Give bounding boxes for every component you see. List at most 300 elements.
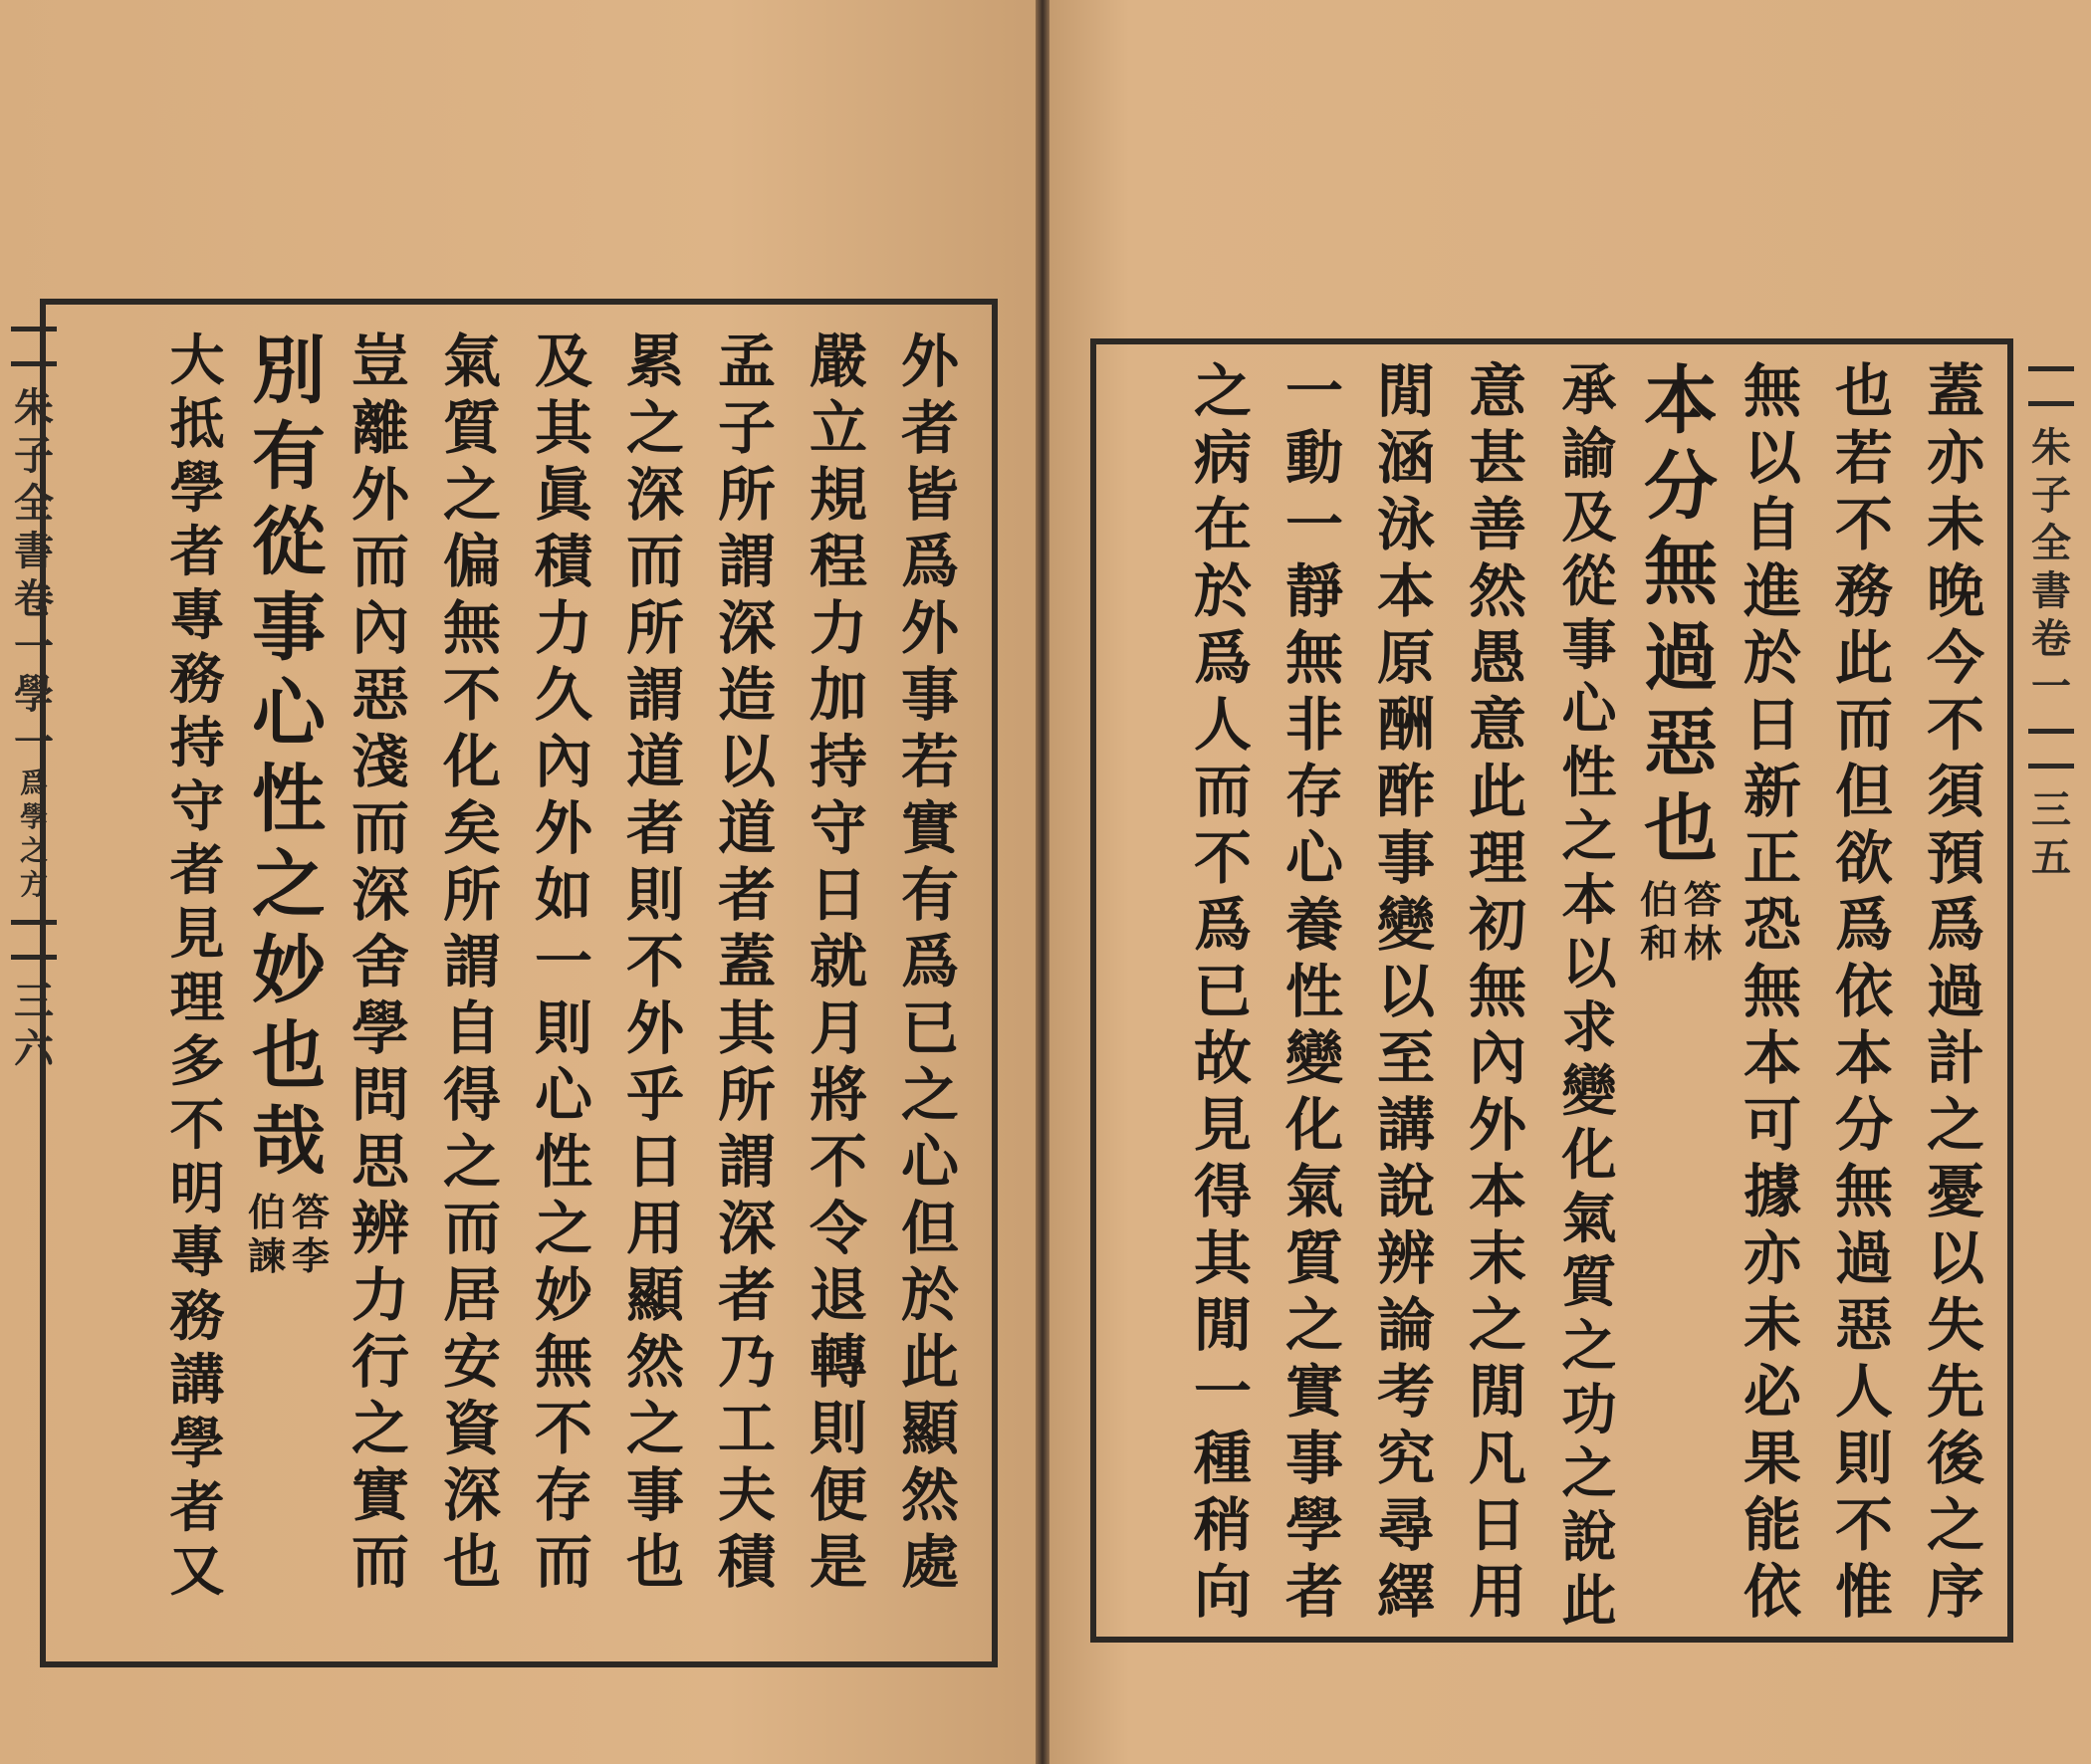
- text-glyph: 事: [1284, 1425, 1343, 1492]
- text-glyph: 心: [252, 671, 326, 757]
- text-glyph: 也: [1644, 786, 1718, 872]
- text-glyph: 力: [809, 594, 867, 662]
- text-column: [1269, 357, 1360, 1626]
- text-glyph: 深: [442, 1461, 501, 1529]
- right-text-body: [1105, 357, 2001, 1633]
- text-glyph: 之: [442, 1128, 501, 1196]
- margin-volume: [14, 575, 54, 671]
- text-glyph: 退: [809, 1261, 867, 1329]
- text-glyph: 承: [1561, 357, 1617, 422]
- text-glyph: 本: [1834, 1024, 1893, 1092]
- text-glyph: 過: [1644, 615, 1718, 701]
- text-glyph: 本: [1644, 358, 1718, 444]
- text-column: [1727, 357, 1818, 1626]
- text-glyph: 得: [442, 1061, 501, 1129]
- text-glyph: 哉: [252, 1099, 326, 1185]
- text-glyph: 已: [900, 994, 959, 1062]
- margin-glyph: 子: [2031, 472, 2071, 519]
- text-glyph: 者: [717, 861, 776, 929]
- text-glyph: 不: [625, 928, 684, 995]
- text-glyph: 變: [1284, 1024, 1343, 1092]
- text-glyph: 以: [1561, 931, 1617, 995]
- text-glyph: 涵: [1376, 424, 1435, 492]
- text-glyph: 學: [169, 455, 225, 520]
- text-glyph: 務: [169, 1283, 225, 1348]
- left-text-body: [60, 329, 976, 1633]
- text-glyph: 爲: [900, 928, 959, 995]
- text-glyph: 說: [1561, 1504, 1617, 1569]
- text-glyph: 憂: [1926, 1158, 1984, 1225]
- text-glyph: 日: [809, 861, 867, 929]
- text-glyph: 失: [1926, 1291, 1984, 1359]
- text-glyph: 程: [809, 528, 867, 595]
- text-glyph: 有: [900, 861, 959, 929]
- text-glyph: 矣: [442, 794, 501, 862]
- margin-glyph: 卷: [2031, 615, 2071, 662]
- text-glyph: 惟: [1834, 1558, 1893, 1626]
- text-glyph: 妙: [534, 1261, 592, 1329]
- text-glyph: 過: [1834, 1224, 1893, 1292]
- text-glyph: 辨: [1376, 1224, 1435, 1292]
- text-glyph: 事: [625, 1461, 684, 1529]
- text-glyph: 欲: [1834, 824, 1893, 892]
- text-column: [1360, 357, 1452, 1626]
- text-glyph: 人: [1834, 1358, 1893, 1426]
- text-glyph: 專: [169, 1219, 225, 1284]
- text-glyph: 無: [442, 594, 501, 662]
- text-glyph: 內: [534, 728, 592, 795]
- text-glyph: 今: [1926, 624, 1984, 692]
- text-glyph: 從: [1561, 549, 1617, 613]
- text-glyph: 性: [252, 757, 326, 842]
- text-glyph: 自: [442, 994, 501, 1062]
- text-glyph: 無: [1468, 958, 1526, 1025]
- text-glyph: 也: [252, 1013, 326, 1099]
- text-glyph: 性: [1561, 740, 1617, 804]
- interlinear-note: [1639, 878, 1723, 966]
- text-glyph: 無: [1644, 530, 1718, 615]
- text-glyph: 務: [1834, 557, 1893, 625]
- text-glyph: 酬: [1376, 691, 1435, 759]
- text-glyph: 子: [717, 394, 776, 462]
- text-glyph: 妙: [252, 928, 326, 1013]
- note-line: 伯 和: [1639, 877, 1678, 966]
- text-glyph: 質: [1561, 1249, 1617, 1314]
- text-glyph: 之: [625, 394, 684, 462]
- text-glyph: 氣: [1561, 1186, 1617, 1250]
- text-glyph: 但: [900, 1195, 959, 1262]
- text-glyph: 有: [252, 414, 326, 500]
- text-glyph: 抵: [169, 391, 225, 456]
- text-glyph: 動: [1284, 424, 1343, 492]
- text-glyph: 心: [1561, 676, 1617, 741]
- text-glyph: 用: [625, 1195, 684, 1262]
- text-glyph: 本: [1468, 1158, 1526, 1225]
- book-gutter: [1036, 0, 1049, 1764]
- text-glyph: 外: [625, 994, 684, 1062]
- text-column: [335, 329, 426, 1633]
- text-glyph: 以: [1376, 958, 1435, 1025]
- text-glyph: 謂: [717, 528, 776, 595]
- text-glyph: 謂: [442, 928, 501, 995]
- text-glyph: 變: [1376, 891, 1435, 959]
- right-page-margin-label: [2023, 348, 2079, 1633]
- text-glyph: 道: [625, 728, 684, 795]
- text-column: [701, 329, 793, 1633]
- text-glyph: 必: [1742, 1358, 1801, 1426]
- text-glyph: 顯: [900, 1395, 959, 1462]
- text-glyph: 資: [442, 1395, 501, 1462]
- text-glyph: 存: [1284, 758, 1343, 825]
- text-glyph: 未: [1926, 491, 1984, 558]
- text-glyph: 者: [717, 1261, 776, 1329]
- margin-glyph: 子: [14, 432, 54, 479]
- text-column: [1818, 357, 1910, 1626]
- text-glyph: 甚: [1468, 424, 1526, 492]
- text-glyph: 力: [350, 1261, 409, 1329]
- text-glyph: 究: [1376, 1425, 1435, 1492]
- text-glyph: 則: [1834, 1425, 1893, 1492]
- text-glyph: 新: [1742, 758, 1801, 825]
- text-glyph: 道: [717, 794, 776, 862]
- text-glyph: 守: [169, 773, 225, 838]
- text-glyph: 預: [1926, 824, 1984, 892]
- text-glyph: 無: [1284, 624, 1343, 692]
- text-column: [1910, 357, 2001, 1626]
- text-glyph: 不: [442, 661, 501, 729]
- text-glyph: 及: [1561, 485, 1617, 550]
- text-glyph: 據: [1742, 1158, 1801, 1225]
- margin-page-number: [14, 978, 54, 1073]
- text-glyph: 此: [1561, 1568, 1617, 1633]
- text-glyph: 考: [1376, 1358, 1435, 1426]
- text-glyph: 規: [809, 461, 867, 529]
- text-glyph: 然: [900, 1461, 959, 1529]
- text-glyph: 自: [1742, 491, 1801, 558]
- interlinear-note: [247, 1191, 331, 1278]
- text-glyph: 謂: [717, 1128, 776, 1196]
- text-glyph: 內: [350, 594, 409, 662]
- text-glyph: 所: [625, 594, 684, 662]
- text-glyph: 孟: [717, 328, 776, 395]
- text-glyph: 務: [169, 646, 225, 711]
- text-glyph: 無: [1742, 958, 1801, 1025]
- text-glyph: 氣: [1284, 1158, 1343, 1225]
- text-glyph: 講: [169, 1347, 225, 1412]
- margin-book-title: [14, 384, 54, 575]
- text-glyph: 乃: [717, 1328, 776, 1396]
- text-glyph: 乎: [625, 1061, 684, 1129]
- text-glyph: 酢: [1376, 758, 1435, 825]
- text-glyph: 則: [625, 861, 684, 929]
- text-glyph: 所: [717, 1061, 776, 1129]
- text-glyph: 如: [534, 861, 592, 929]
- text-glyph: 心: [900, 1128, 959, 1196]
- text-glyph: 之: [350, 1395, 409, 1462]
- text-glyph: 積: [717, 1528, 776, 1596]
- text-glyph: 內: [1468, 1024, 1526, 1092]
- text-glyph: 之: [625, 1395, 684, 1462]
- text-glyph: 深: [350, 861, 409, 929]
- text-glyph: 者: [900, 394, 959, 462]
- text-glyph: 而: [534, 1528, 592, 1596]
- text-glyph: 一: [534, 928, 592, 995]
- text-glyph: 外: [1468, 1091, 1526, 1159]
- text-glyph: 性: [534, 1128, 592, 1196]
- text-glyph: 病: [1193, 424, 1252, 492]
- text-glyph: 之: [1561, 803, 1617, 868]
- text-glyph: 閒: [1468, 1358, 1526, 1426]
- text-glyph: 日: [1468, 1491, 1526, 1559]
- text-glyph: 實: [900, 794, 959, 862]
- text-glyph: 之: [1561, 1440, 1617, 1505]
- text-glyph: 靜: [1284, 557, 1343, 625]
- text-glyph: 氣: [442, 328, 501, 395]
- text-glyph: 此: [1834, 624, 1893, 692]
- text-glyph: 故: [1193, 1024, 1252, 1092]
- text-glyph: 本: [1742, 1024, 1801, 1092]
- text-glyph: 見: [169, 901, 225, 966]
- text-glyph: 過: [1926, 958, 1984, 1025]
- margin-glyph: 三: [2031, 786, 2071, 833]
- text-glyph: 以: [1926, 1224, 1984, 1292]
- margin-subsection: [20, 767, 48, 902]
- fishtail-mark: [11, 920, 57, 960]
- text-column: [243, 329, 335, 1633]
- text-glyph: 持: [809, 728, 867, 795]
- text-glyph: 可: [1742, 1091, 1801, 1159]
- text-column: [793, 329, 884, 1633]
- text-glyph: 爲: [900, 528, 959, 595]
- margin-section: [14, 671, 54, 767]
- text-glyph: 而: [350, 1528, 409, 1596]
- margin-glyph: 朱: [14, 384, 54, 431]
- text-glyph: 恐: [1742, 891, 1801, 959]
- text-glyph: 向: [1193, 1558, 1252, 1626]
- text-glyph: 於: [1742, 624, 1801, 692]
- margin-glyph: 五: [2031, 834, 2071, 881]
- text-column: [518, 329, 609, 1633]
- margin-glyph: 一: [2031, 663, 2071, 710]
- text-glyph: 於: [1193, 557, 1252, 625]
- text-glyph: 惡: [1644, 701, 1718, 786]
- text-glyph: 深: [625, 461, 684, 529]
- text-glyph: 而: [625, 528, 684, 595]
- margin-glyph: 朱: [2031, 424, 2071, 471]
- text-glyph: 外: [534, 794, 592, 862]
- text-glyph: 亦: [1742, 1224, 1801, 1292]
- text-glyph: 本: [1376, 557, 1435, 625]
- text-glyph: 實: [1284, 1358, 1343, 1426]
- text-glyph: 立: [809, 394, 867, 462]
- margin-glyph: 一: [14, 623, 54, 670]
- text-glyph: 學: [1284, 1491, 1343, 1559]
- text-glyph: 爲: [1193, 891, 1252, 959]
- margin-glyph: 三: [14, 978, 54, 1024]
- text-glyph: 於: [900, 1261, 959, 1329]
- margin-glyph: 方: [19, 868, 48, 901]
- text-glyph: 所: [717, 461, 776, 529]
- text-glyph: 而: [1834, 691, 1893, 759]
- text-glyph: 存: [534, 1461, 592, 1529]
- text-glyph: 惡: [350, 661, 409, 729]
- text-glyph: 嚴: [809, 328, 867, 395]
- text-glyph: 學: [350, 994, 409, 1062]
- text-glyph: 之: [1284, 1291, 1343, 1359]
- text-glyph: 者: [625, 794, 684, 862]
- text-column: [1452, 357, 1543, 1626]
- text-glyph: 皆: [900, 461, 959, 529]
- text-glyph: 爲: [1926, 891, 1984, 959]
- text-column: [609, 329, 701, 1633]
- text-glyph: 之: [900, 1061, 959, 1129]
- text-column: [1635, 358, 1727, 1623]
- text-glyph: 者: [169, 519, 225, 583]
- text-glyph: 之: [1926, 1091, 1984, 1159]
- text-glyph: 深: [717, 1195, 776, 1262]
- text-glyph: 又: [169, 1538, 225, 1603]
- margin-glyph: 爲: [19, 767, 48, 799]
- text-glyph: 工: [717, 1395, 776, 1462]
- text-glyph: 心: [534, 1061, 592, 1129]
- text-glyph: 力: [534, 594, 592, 662]
- text-glyph: 一: [1284, 491, 1343, 558]
- text-glyph: 之: [534, 1195, 592, 1262]
- text-glyph: 在: [1193, 491, 1252, 558]
- text-glyph: 累: [625, 328, 684, 395]
- text-glyph: 加: [809, 661, 867, 729]
- text-glyph: 外: [350, 461, 409, 529]
- text-glyph: 其: [534, 394, 592, 462]
- text-glyph: 以: [1742, 424, 1801, 492]
- note-line: 答 林: [1683, 877, 1722, 966]
- text-glyph: 不: [169, 1092, 225, 1157]
- text-glyph: 理: [1468, 824, 1526, 892]
- text-glyph: 惡: [1834, 1291, 1893, 1359]
- text-glyph: 無: [534, 1328, 592, 1396]
- text-glyph: 便: [809, 1461, 867, 1529]
- text-glyph: 性: [1284, 958, 1343, 1025]
- text-glyph: 是: [809, 1528, 867, 1596]
- margin-glyph: 卷: [14, 575, 54, 622]
- text-glyph: 持: [169, 710, 225, 774]
- text-glyph: 計: [1926, 1024, 1984, 1092]
- text-glyph: 此: [900, 1328, 959, 1396]
- text-glyph: 若: [1834, 424, 1893, 492]
- margin-book-title: [2031, 424, 2071, 615]
- text-glyph: 之: [1926, 1491, 1984, 1559]
- text-glyph: 種: [1193, 1425, 1252, 1492]
- text-glyph: 養: [1284, 891, 1343, 959]
- note-line: 伯 諫: [247, 1190, 286, 1278]
- text-glyph: 爲: [1193, 624, 1252, 692]
- margin-glyph: 學: [19, 800, 48, 833]
- text-glyph: 者: [169, 837, 225, 902]
- text-glyph: 能: [1742, 1491, 1801, 1559]
- text-glyph: 閒: [1376, 357, 1435, 425]
- text-glyph: 就: [809, 928, 867, 995]
- text-glyph: 凡: [1468, 1425, 1526, 1492]
- margin-glyph: 書: [14, 528, 54, 574]
- text-glyph: 實: [350, 1461, 409, 1529]
- text-glyph: 求: [1561, 994, 1617, 1059]
- margin-glyph: 之: [19, 834, 48, 867]
- margin-glyph: 學: [14, 671, 54, 718]
- text-glyph: 諭: [1561, 421, 1617, 486]
- text-glyph: 則: [809, 1395, 867, 1462]
- text-glyph: 行: [350, 1328, 409, 1396]
- text-glyph: 非: [1284, 691, 1343, 759]
- text-glyph: 不: [1834, 1491, 1893, 1559]
- margin-glyph: 六: [14, 1025, 54, 1072]
- text-glyph: 先: [1926, 1358, 1984, 1426]
- text-glyph: 尋: [1376, 1491, 1435, 1559]
- text-glyph: 轉: [809, 1328, 867, 1396]
- text-glyph: 事: [252, 585, 326, 671]
- text-glyph: 事: [1561, 612, 1617, 677]
- text-glyph: 將: [809, 1061, 867, 1129]
- text-glyph: 化: [1284, 1091, 1343, 1159]
- text-glyph: 後: [1926, 1425, 1984, 1492]
- text-glyph: 果: [1742, 1425, 1801, 1492]
- text-glyph: 所: [442, 861, 501, 929]
- text-glyph: 不: [1926, 691, 1984, 759]
- text-glyph: 進: [1742, 557, 1801, 625]
- text-glyph: 化: [442, 728, 501, 795]
- fishtail-mark: [2028, 366, 2074, 406]
- text-glyph: 造: [717, 661, 776, 729]
- text-glyph: 日: [1742, 691, 1801, 759]
- text-glyph: 離: [350, 394, 409, 462]
- text-glyph: 繹: [1376, 1558, 1435, 1626]
- text-glyph: 問: [350, 1061, 409, 1129]
- text-glyph: 愚: [1468, 624, 1526, 692]
- text-glyph: 事: [1376, 824, 1435, 892]
- text-glyph: 其: [1193, 1224, 1252, 1292]
- text-glyph: 學: [169, 1411, 225, 1475]
- text-glyph: 分: [1834, 1091, 1893, 1159]
- text-glyph: 質: [442, 394, 501, 462]
- text-column: [1543, 357, 1635, 1633]
- text-glyph: 意: [1468, 691, 1526, 759]
- text-glyph: 蓋: [717, 928, 776, 995]
- margin-volume: [2031, 615, 2071, 711]
- text-glyph: 人: [1193, 691, 1252, 759]
- text-glyph: 質: [1284, 1224, 1343, 1292]
- text-glyph: 已: [1193, 958, 1252, 1025]
- text-glyph: 安: [442, 1328, 501, 1396]
- text-glyph: 爲: [1834, 891, 1893, 959]
- text-glyph: 正: [1742, 824, 1801, 892]
- text-glyph: 之: [1468, 1291, 1526, 1359]
- margin-glyph: 一: [14, 719, 54, 766]
- text-column: [884, 329, 976, 1633]
- text-glyph: 專: [169, 582, 225, 647]
- text-glyph: 多: [169, 1028, 225, 1093]
- text-glyph: 功: [1561, 1377, 1617, 1441]
- text-glyph: 也: [625, 1528, 684, 1596]
- text-glyph: 之: [1193, 357, 1252, 425]
- text-column: [151, 329, 243, 1633]
- text-column: [1177, 357, 1269, 1626]
- text-glyph: 蓋: [1926, 357, 1984, 425]
- text-glyph: 依: [1834, 958, 1893, 1025]
- text-glyph: 以: [717, 728, 776, 795]
- text-glyph: 之: [1561, 1313, 1617, 1378]
- text-glyph: 月: [809, 994, 867, 1062]
- text-glyph: 之: [252, 842, 326, 928]
- text-glyph: 泳: [1376, 491, 1435, 558]
